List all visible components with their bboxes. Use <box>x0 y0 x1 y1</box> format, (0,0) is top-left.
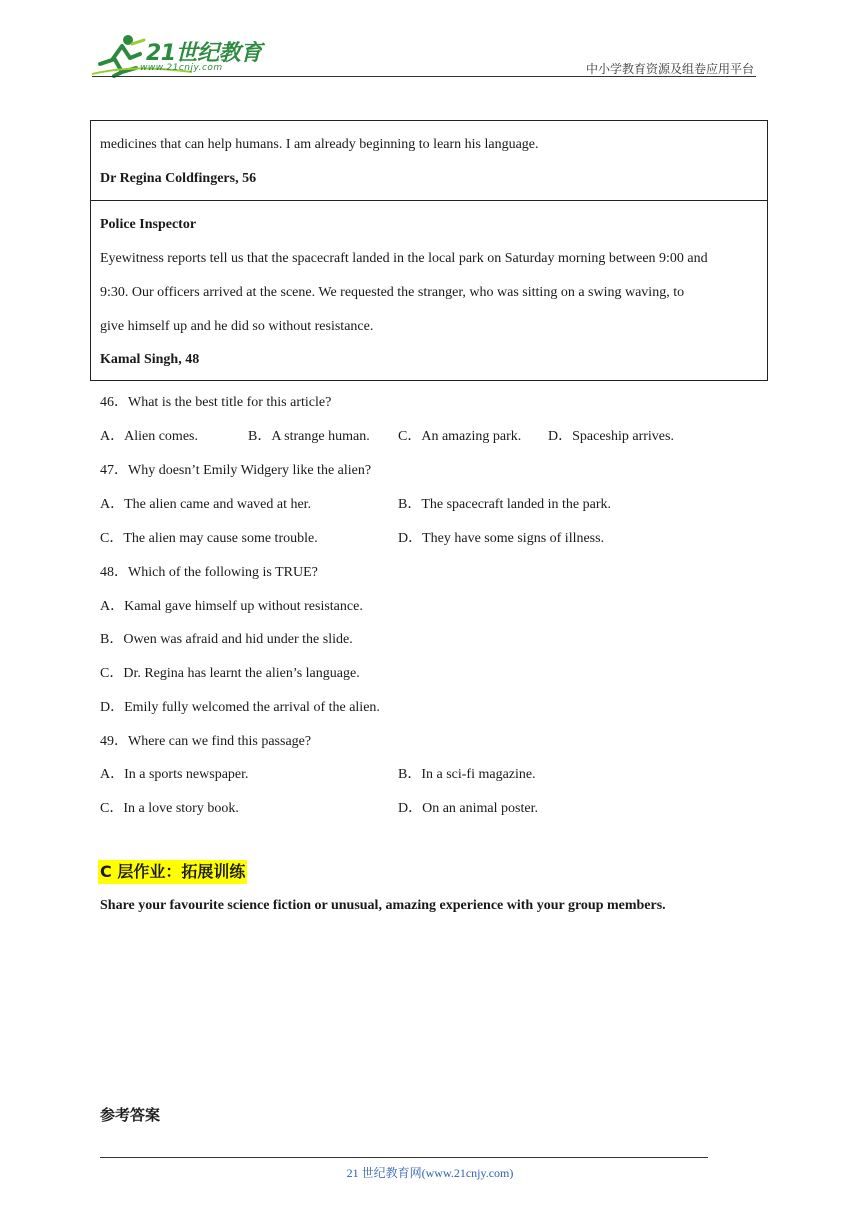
option-48-d[interactable]: D．Emily fully welcomed the arrival of the alien. <box>100 700 380 715</box>
passage-text: Eyewitness reports tell us that the spacecraft landed in the local park on Saturday morning between 9:00 and <box>100 251 708 266</box>
passage-box-scientist <box>90 120 768 201</box>
logo-url: www.21cnjy.com <box>140 63 223 73</box>
option-47-c[interactable]: C．The alien may cause some trouble. <box>100 531 318 546</box>
option-48-a[interactable]: A．Kamal gave himself up without resistance. <box>100 599 363 614</box>
passage-signature: Kamal Singh, 48 <box>100 352 200 367</box>
logo-text: 21世纪教育 <box>146 41 262 66</box>
option-46-d[interactable]: D．Spaceship arrives. <box>548 429 674 444</box>
section-c-title: C 层作业：拓展训练 <box>98 860 247 884</box>
option-46-b[interactable]: B．A strange human. <box>248 429 370 444</box>
option-46-c[interactable]: C．An amazing park. <box>398 429 522 444</box>
option-49-b[interactable]: B．In a sci-fi magazine. <box>398 767 536 782</box>
passage-heading: Police Inspector <box>100 217 197 232</box>
option-48-c[interactable]: C．Dr. Regina has learnt the alien’s language. <box>100 666 360 681</box>
option-49-a[interactable]: A．In a sports newspaper. <box>100 767 249 782</box>
question-49: 49．Where can we find this passage? <box>100 734 312 749</box>
passage-signature: Dr Regina Coldfingers, 56 <box>100 171 257 186</box>
option-48-b[interactable]: B．Owen was afraid and hid under the slide. <box>100 632 353 647</box>
passage-text: 9:30. Our officers arrived at the scene. We requested the stranger, who was sitting on a swing waving, to <box>100 285 685 300</box>
footer-text[interactable]: 21 世纪教育网(www.21cnjy.com) <box>346 1166 514 1180</box>
question-46: 46．What is the best title for this article? <box>100 395 332 410</box>
option-49-c[interactable]: C．In a love story book. <box>100 801 239 816</box>
question-48: 48．Which of the following is TRUE? <box>100 565 318 580</box>
passage-box-police <box>90 200 768 381</box>
section-c-task: Share your favourite science fiction or unusual, amazing experience with your group members. <box>100 898 666 913</box>
option-49-d[interactable]: D．On an animal poster. <box>398 801 538 816</box>
option-47-b[interactable]: B．The spacecraft landed in the park. <box>398 497 612 512</box>
option-46-a[interactable]: A．Alien comes. <box>100 429 198 444</box>
page-header <box>0 0 860 90</box>
option-47-d[interactable]: D．They have some signs of illness. <box>398 531 605 546</box>
passage-text: give himself up and he did so without resistance. <box>100 319 374 334</box>
passage-text: medicines that can help humans. I am already beginning to learn his language. <box>100 137 539 152</box>
platform-label: 中小学教育资源及组卷应用平台 <box>585 62 754 76</box>
option-47-a[interactable]: A．The alien came and waved at her. <box>100 497 312 512</box>
question-47: 47．Why doesn’t Emily Widgery like the alien? <box>100 463 372 478</box>
header-divider <box>92 76 756 77</box>
footer-divider <box>100 1157 708 1158</box>
answers-heading: 参考答案 <box>100 1106 161 1124</box>
